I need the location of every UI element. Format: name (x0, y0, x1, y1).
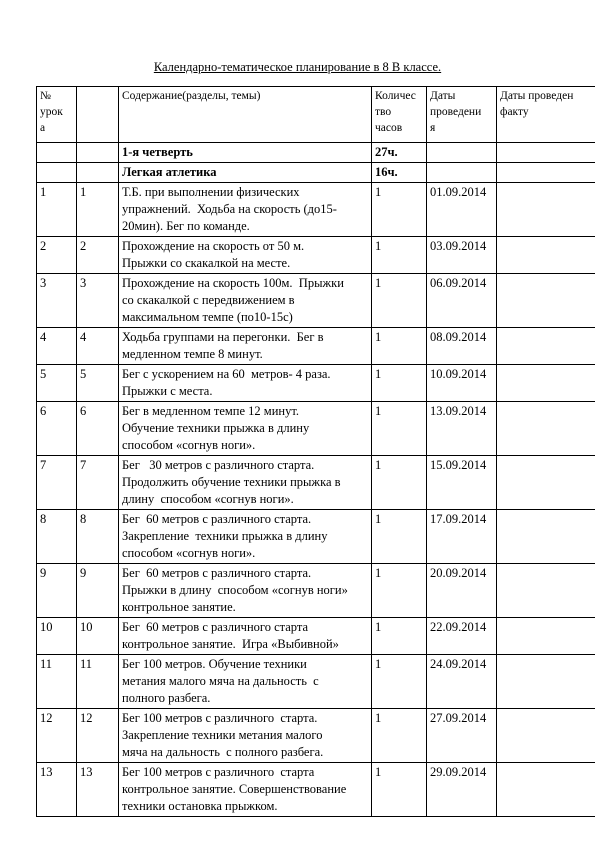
section-row (37, 163, 595, 183)
lesson-number: 4 (37, 328, 77, 365)
lesson-content-line: Бег в медленном темпе 12 минут. (122, 404, 299, 418)
table-row (37, 618, 595, 655)
lesson-content (119, 237, 372, 274)
lesson-date: 06.09.2014 (427, 274, 497, 328)
lesson-date: 01.09.2014 (427, 183, 497, 237)
lesson-actual-date (497, 328, 595, 365)
lesson-hours: 1 (372, 763, 427, 817)
lesson-index: 1 (77, 183, 119, 237)
lesson-number: 6 (37, 402, 77, 456)
header-planned-date: Даты проведени я (427, 87, 497, 143)
lesson-hours: 1 (372, 328, 427, 365)
section-row (37, 143, 595, 163)
lesson-content-line: метания малого мяча на дальность с (122, 674, 319, 688)
table-row (37, 564, 595, 618)
header-row (37, 87, 595, 143)
lesson-hours: 1 (372, 237, 427, 274)
lesson-content (119, 328, 372, 365)
lesson-content-line: Прохождение на скорость от 50 м. (122, 239, 305, 253)
page-title: Календарно-тематическое планирование в 8 В классе. (153, 60, 442, 74)
lesson-actual-date (497, 183, 595, 237)
lesson-number: 1 (37, 183, 77, 237)
lesson-number: 8 (37, 510, 77, 564)
lesson-content-line: Закрепление техники метания малого (122, 728, 323, 742)
header-actual-date: Даты проведен факту (497, 87, 595, 143)
table-row (37, 183, 595, 237)
lesson-actual-date (497, 709, 595, 763)
table-row (37, 237, 595, 274)
lesson-hours: 1 (372, 655, 427, 709)
lesson-date: 20.09.2014 (427, 564, 497, 618)
lesson-content-line: Закрепление техники прыжка в длину (122, 529, 328, 543)
lesson-content-line: контрольное занятие. Игра «Выбивной» (122, 637, 339, 651)
lesson-number: 9 (37, 564, 77, 618)
section-hours: 16ч. (372, 163, 427, 183)
lesson-content-line: Бег 60 метров с различного старта. (122, 566, 312, 580)
lesson-index: 12 (77, 709, 119, 763)
table-row (37, 328, 595, 365)
lesson-date: 29.09.2014 (427, 763, 497, 817)
lesson-content (119, 510, 372, 564)
lesson-actual-date (497, 237, 595, 274)
lesson-actual-date (497, 510, 595, 564)
lesson-number: 12 (37, 709, 77, 763)
lesson-content-line: Прыжки со скакалкой на месте. (122, 256, 291, 270)
lesson-date: 13.09.2014 (427, 402, 497, 456)
table-row (37, 763, 595, 817)
lesson-number: 5 (37, 365, 77, 402)
lesson-content (119, 274, 372, 328)
lesson-hours: 1 (372, 402, 427, 456)
table-row (37, 274, 595, 328)
lesson-content-line: упражнений. Ходьба на скорость (до15- (122, 202, 337, 216)
lesson-content (119, 618, 372, 655)
lesson-index: 10 (77, 618, 119, 655)
lesson-content-line: полного разбега. (122, 691, 211, 705)
lesson-number: 10 (37, 618, 77, 655)
lesson-date: 03.09.2014 (427, 237, 497, 274)
lesson-date: 17.09.2014 (427, 510, 497, 564)
lesson-content-line: 20мин). Бег по команде. (122, 219, 250, 233)
lesson-content-line: мяча на дальность с полного разбега. (122, 745, 324, 759)
lesson-index: 6 (77, 402, 119, 456)
header-lesson-number: № урок а (37, 87, 77, 143)
lesson-actual-date (497, 456, 595, 510)
lesson-hours: 1 (372, 564, 427, 618)
lesson-index: 9 (77, 564, 119, 618)
lesson-date: 24.09.2014 (427, 655, 497, 709)
lesson-index: 2 (77, 237, 119, 274)
header-blank (77, 87, 119, 143)
lesson-actual-date (497, 365, 595, 402)
lesson-content-line: максимальном темпе (по10-15с) (122, 310, 293, 324)
table-row (37, 365, 595, 402)
lesson-content-line: Прыжки в длину способом «согнув ноги» (122, 583, 348, 597)
lesson-content-line: Бег 100 метров. Обучение техники (122, 657, 307, 671)
lesson-content-line: Обучение техники прыжка в длину (122, 421, 310, 435)
lesson-hours: 1 (372, 183, 427, 237)
lesson-hours: 1 (372, 456, 427, 510)
lesson-date: 15.09.2014 (427, 456, 497, 510)
lesson-hours: 1 (372, 510, 427, 564)
lesson-content-line: способом «согнув ноги». (122, 438, 256, 452)
lesson-number: 13 (37, 763, 77, 817)
lesson-content (119, 365, 372, 402)
lesson-number: 7 (37, 456, 77, 510)
lesson-actual-date (497, 763, 595, 817)
lesson-content-line: Прохождение на скорость 100м. Прыжки (122, 276, 344, 290)
section-label: Легкая атлетика (119, 163, 372, 183)
table-row (37, 456, 595, 510)
lesson-content-line: контрольное занятие. (122, 600, 236, 614)
lesson-content-line: Прыжки с места. (122, 384, 213, 398)
lesson-number: 3 (37, 274, 77, 328)
lesson-plan-table (36, 86, 595, 817)
section-label: 1-я четверть (119, 143, 372, 163)
lesson-index: 11 (77, 655, 119, 709)
lesson-content-line: Продолжить обучение техники прыжка в (122, 475, 341, 489)
lesson-content (119, 402, 372, 456)
lesson-content (119, 183, 372, 237)
lesson-content-line: Бег 100 метров с различного старта (122, 765, 315, 779)
lesson-hours: 1 (372, 274, 427, 328)
lesson-date: 08.09.2014 (427, 328, 497, 365)
lesson-content-line: контрольное занятие. Совершенствование (122, 782, 347, 796)
lesson-content-line: Бег 30 метров с различного старта. (122, 458, 315, 472)
lesson-actual-date (497, 564, 595, 618)
lesson-actual-date (497, 655, 595, 709)
table-row (37, 402, 595, 456)
table-row (37, 655, 595, 709)
lesson-content (119, 564, 372, 618)
lesson-content (119, 763, 372, 817)
lesson-content-line: техники остановка прыжком. (122, 799, 278, 813)
lesson-actual-date (497, 274, 595, 328)
lesson-content-line: медленном темпе 8 минут. (122, 347, 263, 361)
lesson-content (119, 709, 372, 763)
lesson-date: 10.09.2014 (427, 365, 497, 402)
header-content: Содержание(разделы, темы) (119, 87, 372, 143)
lesson-content (119, 456, 372, 510)
lesson-index: 13 (77, 763, 119, 817)
lesson-content-line: Бег с ускорением на 60 метров- 4 раза. (122, 367, 331, 381)
lesson-content-line: Бег 100 метров с различного старта. (122, 711, 318, 725)
lesson-actual-date (497, 618, 595, 655)
lesson-content-line: Ходьба группами на перегонки. Бег в (122, 330, 324, 344)
lesson-hours: 1 (372, 618, 427, 655)
table-row (37, 510, 595, 564)
table-row (37, 709, 595, 763)
lesson-hours: 1 (372, 709, 427, 763)
lesson-content-line: Бег 60 метров с различного старта. (122, 512, 312, 526)
lesson-index: 4 (77, 328, 119, 365)
header-hours: Количес тво часов (372, 87, 427, 143)
lesson-number: 11 (37, 655, 77, 709)
lesson-content-line: Бег 60 метров с различного старта (122, 620, 309, 634)
lesson-number: 2 (37, 237, 77, 274)
lesson-hours: 1 (372, 365, 427, 402)
lesson-index: 8 (77, 510, 119, 564)
lesson-date: 27.09.2014 (427, 709, 497, 763)
lesson-date: 22.09.2014 (427, 618, 497, 655)
lesson-content-line: со скакалкой с передвижением в (122, 293, 295, 307)
lesson-actual-date (497, 402, 595, 456)
lesson-content-line: Т.Б. при выполнении физических (122, 185, 300, 199)
lesson-index: 7 (77, 456, 119, 510)
lesson-index: 5 (77, 365, 119, 402)
lesson-content-line: длину способом «согнув ноги». (122, 492, 294, 506)
section-hours: 27ч. (372, 143, 427, 163)
lesson-content (119, 655, 372, 709)
lesson-index: 3 (77, 274, 119, 328)
lesson-content-line: способом «согнув ноги». (122, 546, 256, 560)
